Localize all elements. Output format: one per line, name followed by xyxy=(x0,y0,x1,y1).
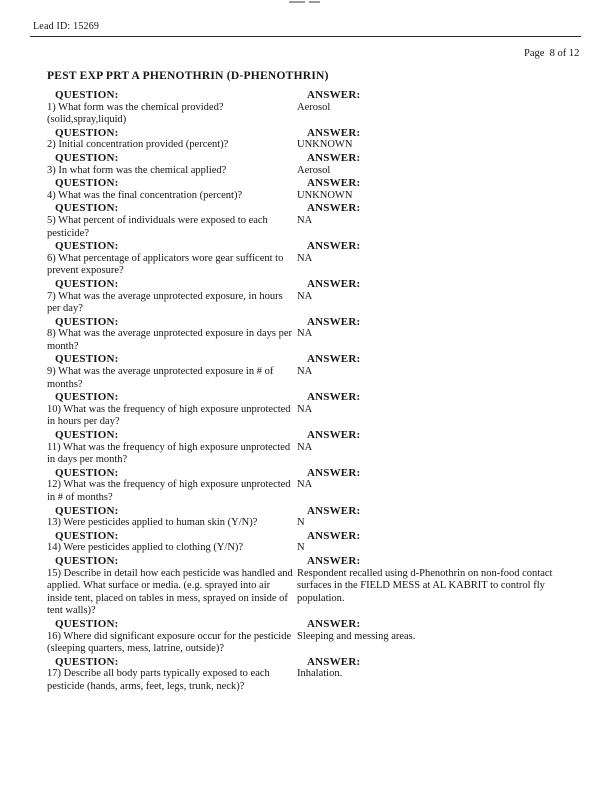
answer-text: NA xyxy=(297,403,313,415)
answer-label: ANSWER: xyxy=(307,353,361,366)
question-text: 5) What percent of individuals were exposed to each pesticide? xyxy=(47,214,268,239)
question-label: QUESTION: xyxy=(55,504,119,517)
question-text: 6) What percentage of applicators wore gear sufficent to prevent exposure? xyxy=(47,252,284,277)
qa-row xyxy=(47,505,577,530)
qa-row xyxy=(47,618,577,656)
question-column xyxy=(47,177,297,202)
answer-column xyxy=(297,391,577,416)
answer-text: Sleeping and messing areas. xyxy=(297,630,416,642)
question-column xyxy=(47,505,297,530)
answer-column xyxy=(297,240,577,265)
question-text: 14) Were pesticides applied to clothing (Y/N)? xyxy=(47,542,244,554)
question-column xyxy=(47,555,297,618)
question-text: 15) Describe in detail how each pesticide was handled and applied. What surface or media. (e.g. sprayed into air inside tent, placed on tables in mess, sprayed on inside of tent walls)? xyxy=(47,567,293,617)
question-text: 8) What was the average unprotected exposure in days per month? xyxy=(47,328,293,352)
question-text: 9) What was the average unprotected exposure in # of months? xyxy=(47,366,274,390)
answer-label: ANSWER: xyxy=(307,529,361,542)
answer-column xyxy=(297,316,577,341)
header-rule xyxy=(30,36,581,37)
question-column xyxy=(47,278,297,316)
answer-column xyxy=(297,429,577,454)
question-text: 10) What was the frequency of high exposure unprotected in hours per day? xyxy=(47,403,291,428)
question-label: QUESTION: xyxy=(55,151,119,164)
answer-column xyxy=(297,202,577,227)
question-label: QUESTION: xyxy=(55,529,119,542)
question-label: QUESTION: xyxy=(55,466,119,479)
question-column xyxy=(47,618,297,656)
qa-list xyxy=(47,89,577,694)
scan-artifact-mark xyxy=(309,1,320,3)
question-text: 2) Initial concentration provided (percent)? xyxy=(47,139,229,151)
answer-text: Aerosol xyxy=(297,164,331,176)
question-label: QUESTION: xyxy=(55,277,119,290)
question-column xyxy=(47,240,297,278)
answer-text: UNKNOWN xyxy=(297,189,353,201)
qa-row xyxy=(47,177,577,202)
qa-row xyxy=(47,353,577,391)
answer-label: ANSWER: xyxy=(307,89,361,101)
qa-row xyxy=(47,240,577,278)
answer-text: NA xyxy=(297,328,313,340)
answer-column xyxy=(297,467,577,492)
answer-column xyxy=(297,618,577,643)
answer-label: ANSWER: xyxy=(307,504,361,517)
question-column xyxy=(47,467,297,505)
answer-label: ANSWER: xyxy=(307,466,361,479)
question-text: 17) Describe all body parts typically exposed to each pesticide (hands, arms, feet, legs, trunk, neck)? xyxy=(47,668,270,692)
answer-text: NA xyxy=(297,479,313,491)
question-text: 4) What was the final concentration (percent)? xyxy=(47,189,243,201)
question-column xyxy=(47,316,297,354)
qa-row xyxy=(47,555,577,618)
answer-text: NA xyxy=(297,252,313,264)
qa-row xyxy=(47,429,577,467)
answer-column xyxy=(297,505,577,530)
answer-text: UNKNOWN xyxy=(297,139,353,151)
document-body xyxy=(47,70,577,694)
question-text: 13) Were pesticides applied to human skin (Y/N)? xyxy=(47,517,258,529)
answer-text: NA xyxy=(297,366,313,378)
answer-text: N xyxy=(297,542,305,554)
question-label: QUESTION: xyxy=(55,315,119,328)
qa-row xyxy=(47,127,577,152)
qa-row xyxy=(47,530,577,555)
answer-label: ANSWER: xyxy=(307,126,361,139)
answer-column xyxy=(297,656,577,681)
answer-column xyxy=(297,278,577,303)
answer-column xyxy=(297,127,577,152)
answer-text: Aerosol xyxy=(297,101,331,113)
answer-text: Inhalation. xyxy=(297,668,343,680)
question-column xyxy=(47,152,297,177)
answer-label: ANSWER: xyxy=(307,554,361,567)
qa-row xyxy=(47,89,577,127)
answer-label: ANSWER: xyxy=(307,177,361,190)
answer-column xyxy=(297,152,577,177)
answer-label: ANSWER: xyxy=(307,617,361,630)
question-text: 16) Where did significant exposure occur for the pesticide (sleeping quarters, mess, latrine, outside)? xyxy=(47,630,292,655)
qa-row xyxy=(47,656,577,694)
answer-text: Respondent recalled using d-Phenothrin on non-food contact surfaces in the FIELD MESS at AL KABRIT to control fly population. xyxy=(297,567,553,604)
answer-text: NA xyxy=(297,290,313,302)
answer-label: ANSWER: xyxy=(307,655,361,668)
answer-label: ANSWER: xyxy=(307,202,361,215)
question-label: QUESTION: xyxy=(55,655,119,668)
qa-row xyxy=(47,467,577,505)
qa-row xyxy=(47,278,577,316)
question-label: QUESTION: xyxy=(55,391,119,404)
question-column xyxy=(47,391,297,429)
question-label: QUESTION: xyxy=(55,240,119,253)
question-label: QUESTION: xyxy=(55,89,119,101)
question-column xyxy=(47,89,297,127)
answer-label: ANSWER: xyxy=(307,429,361,442)
lead-id-label: Lead ID: 15269 xyxy=(33,21,100,32)
question-label: QUESTION: xyxy=(55,202,119,215)
answer-text: N xyxy=(297,517,305,529)
answer-column xyxy=(297,353,577,378)
question-column xyxy=(47,656,297,694)
answer-label: ANSWER: xyxy=(307,315,361,328)
qa-row xyxy=(47,152,577,177)
answer-label: ANSWER: xyxy=(307,151,361,164)
question-label: QUESTION: xyxy=(55,353,119,366)
question-text: 3) In what form was the chemical applied? xyxy=(47,164,227,176)
question-label: QUESTION: xyxy=(55,429,119,442)
question-text: 7) What was the average unprotected exposure, in hours per day? xyxy=(47,290,283,315)
answer-text: NA xyxy=(297,441,313,453)
question-column xyxy=(47,429,297,467)
question-label: QUESTION: xyxy=(55,617,119,630)
qa-row xyxy=(47,391,577,429)
question-column xyxy=(47,127,297,152)
answer-label: ANSWER: xyxy=(307,240,361,253)
answer-column xyxy=(297,530,577,555)
question-column xyxy=(47,353,297,391)
question-label: QUESTION: xyxy=(55,126,119,139)
question-text: 1) What form was the chemical provided?(solid,spray,liquid) xyxy=(47,101,224,126)
qa-row xyxy=(47,202,577,240)
qa-row xyxy=(47,316,577,354)
scan-artifact-mark xyxy=(289,1,305,3)
answer-text: NA xyxy=(297,214,313,226)
answer-column xyxy=(297,89,577,114)
answer-column xyxy=(297,177,577,202)
question-column xyxy=(47,530,297,555)
page-number: Page 8 of 12 xyxy=(524,48,580,59)
answer-column xyxy=(297,555,577,605)
question-text: 11) What was the frequency of high exposure unprotected in days per month? xyxy=(47,441,291,466)
answer-label: ANSWER: xyxy=(307,391,361,404)
question-text: 12) What was the frequency of high exposure unprotected in # of months? xyxy=(47,479,291,503)
document-title: PEST EXP PRT A PHENOTHRIN (D-PHENOTHRIN) xyxy=(47,70,329,82)
question-column xyxy=(47,202,297,240)
question-label: QUESTION: xyxy=(55,177,119,190)
answer-label: ANSWER: xyxy=(307,277,361,290)
question-label: QUESTION: xyxy=(55,554,119,567)
